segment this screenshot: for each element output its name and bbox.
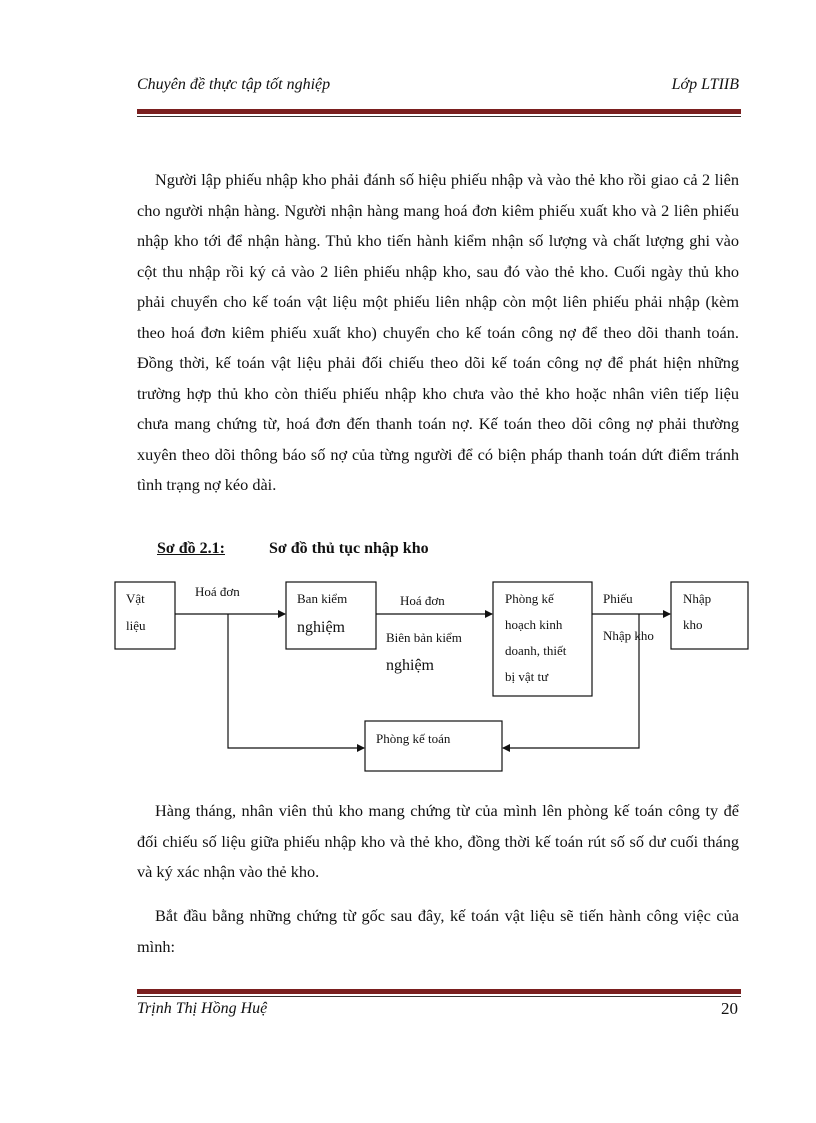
edge-label-phieu: Phiếu — [603, 591, 633, 606]
box-nhap-kho-line1: Nhập — [683, 591, 712, 606]
box-vat-lieu-line1: Vật — [126, 591, 145, 606]
edge-label-nhap-kho: Nhập kho — [603, 628, 654, 643]
header-title: Chuyên đề thực tập tốt nghiệp — [137, 76, 331, 93]
box-phong-ke-hoach-line4: bị vật tư — [505, 669, 549, 684]
box-nhap-kho-line2: kho — [683, 617, 703, 632]
paragraph-2: Hàng tháng, nhân viên thủ kho mang chứng từ của mình lên phòng kế toán công ty để đối chiếu số liệu giữa phiếu nhập kho và thẻ kho, đồng thời kế toán rút số số dư cuối tháng và ký xác nhận vào thẻ kho. — [137, 801, 739, 881]
header-class: Lớp LTIIB — [671, 76, 739, 93]
header-rule-thin — [137, 116, 741, 117]
box-phong-ke-hoach-line2: hoạch kinh — [505, 617, 563, 632]
edge-label-bien-ban-line2: nghiệm — [386, 657, 434, 674]
box-phong-ke-hoach — [493, 582, 592, 696]
header-rule-thick — [137, 109, 741, 114]
footer-rule-thin — [137, 996, 741, 997]
footer-rule-thick — [137, 989, 741, 994]
box-phong-ke-toan — [365, 721, 502, 771]
box-ban-kiem-line2: nghiệm — [297, 619, 345, 636]
diagram-caption-title: Sơ đồ thủ tục nhập kho — [269, 540, 429, 557]
edge-label-hoa-don-2: Hoá đơn — [400, 593, 445, 608]
paragraph-1: Người lập phiếu nhập kho phải đánh số hiệu phiếu nhập và vào thẻ kho rồi giao cả 2 liên cho người nhận hàng. Người nhận hàng mang hoá đơn kiêm phiếu xuất kho và 2 liên phiếu nhập kho tới để nhận hàng. Thủ kho tiến hành kiểm nhận số lượng và chất lượng ghi vào cột thu nhập rồi ký cả vào 2 liên phiếu nhập kho, sau đó vào thẻ kho. Cuối ngày thủ kho phải chuyển cho kế toán vật liệu một phiếu liên nhập còn một liên phiếu phải nhập (kèm theo hoá đơn kiêm phiếu xuất kho) chuyển cho kế toán công nợ để theo dõi thanh toán. Đồng thời, kế toán vật liệu phải đối chiếu theo dõi kế toán công nợ để phát hiện những trường hợp thủ kho còn thiếu phiếu nhập kho chưa vào thẻ kho hoặc nhân viên tiếp liệu chưa mang chứng từ, hoá đơn đến thanh toán nợ. Kế toán theo dõi công nợ phải thường xuyên theo dõi thông báo số nợ của từng người để có biện pháp thanh toán dứt điểm tránh tình trạng nợ kéo dài. — [137, 170, 739, 494]
diagram-caption-number: Sơ đồ 2.1: — [157, 540, 225, 557]
box-nhap-kho — [671, 582, 748, 649]
arrow-to-phong-ke-toan-left — [228, 614, 364, 748]
edge-label-hoa-don-1: Hoá đơn — [195, 584, 240, 599]
box-vat-lieu-line2: liệu — [126, 618, 146, 633]
footer-author: Trịnh Thị Hồng Huệ — [137, 1000, 268, 1017]
box-phong-ke-hoach-line1: Phòng kế — [505, 591, 554, 606]
diagram-caption — [157, 540, 429, 558]
arrow-to-phong-ke-toan-right — [503, 614, 639, 748]
paragraph-3: Bắt đầu bằng những chứng từ gốc sau đây, kế toán vật liệu sẽ tiến hành công việc của mình: — [137, 906, 739, 956]
box-vat-lieu — [115, 582, 175, 649]
box-phong-ke-hoach-line3: doanh, thiết — [505, 643, 567, 658]
box-ban-kiem-line1: Ban kiểm — [297, 591, 348, 606]
box-phong-ke-toan-label: Phòng kế toán — [376, 731, 451, 746]
edge-label-bien-ban-line1: Biên bản kiểm — [386, 630, 462, 645]
page-header — [137, 76, 739, 98]
page-number: 20 — [721, 999, 738, 1018]
box-ban-kiem-nghiem — [286, 582, 376, 649]
